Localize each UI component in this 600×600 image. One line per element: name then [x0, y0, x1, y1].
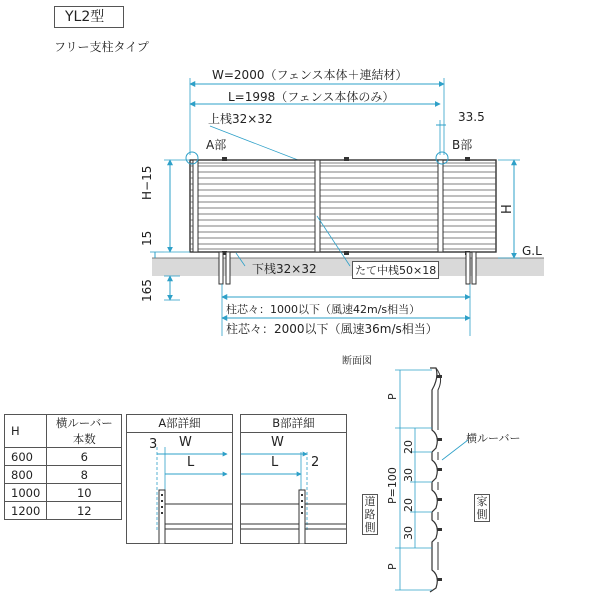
model-label: YL2型	[54, 6, 124, 28]
gl-label: G.L	[522, 244, 542, 258]
section-title: 断面図	[342, 356, 372, 367]
cell-h: 600	[5, 448, 47, 466]
dim-165-label: 165	[140, 279, 154, 302]
dim-h-label: H	[500, 204, 515, 214]
section-dim-30a: 30	[402, 468, 415, 482]
part-b-label: B部	[452, 138, 473, 152]
detail-a-dim-3: 3	[149, 437, 158, 452]
dim-h15-label: H−15	[140, 165, 154, 200]
detail-b-panel	[240, 414, 347, 544]
detail-a-title: A部詳細	[127, 415, 232, 433]
dim-w-label: W=2000（フェンス本体＋連結材）	[212, 68, 408, 82]
dim-l-label: L=1998（フェンス本体のみ）	[228, 90, 395, 104]
section-drawing	[340, 360, 600, 600]
detail-b-drawing	[241, 432, 346, 544]
top-rail-label: 上桟32×32	[208, 112, 273, 126]
detail-a-panel	[126, 414, 233, 544]
table-header-row	[5, 415, 122, 448]
cell-count: 10	[47, 484, 122, 502]
detail-b-w: W	[271, 435, 284, 450]
ground	[152, 258, 544, 276]
section-p-top: P	[386, 393, 399, 400]
part-a-label: A部	[206, 138, 227, 152]
detail-a-l: L	[187, 455, 195, 470]
dim-15-label: 15	[140, 230, 154, 246]
cell-h: 1200	[5, 502, 47, 520]
cell-count: 8	[47, 466, 122, 484]
detail-b-dim-2: 2	[311, 455, 320, 470]
section-pitch: P=100	[386, 467, 399, 504]
post-spacing-1-label: 柱芯々：1000以下（風速42m/s相当）	[226, 303, 421, 316]
header-h: H	[5, 415, 47, 448]
cell-count: 12	[47, 502, 122, 520]
mid-post-label: たて中桟50×18	[352, 261, 439, 279]
left-post	[193, 160, 198, 252]
road-side-label: 道路側	[362, 494, 378, 535]
louver-count-table	[4, 414, 122, 520]
section-dim-20a: 20	[402, 440, 415, 454]
detail-b-title: B部詳細	[241, 415, 346, 433]
detail-b-l: L	[271, 455, 279, 470]
subtitle: フリー支柱タイプ	[54, 40, 149, 54]
header-louver-count: 横ルーバー本数	[47, 415, 122, 448]
louver-profile	[430, 368, 437, 592]
post-spacing-2-label: 柱芯々：2000以下（風速36m/s相当）	[226, 322, 438, 336]
section-p-bottom: P	[386, 563, 399, 570]
dim-33-label: 33.5	[458, 110, 485, 124]
cell-count: 6	[47, 448, 122, 466]
cell-h: 800	[5, 466, 47, 484]
detail-a-w: W	[179, 435, 192, 450]
table-row	[5, 484, 122, 502]
section-dim-20b: 20	[402, 498, 415, 512]
table-row	[5, 448, 122, 466]
section-dim-30b: 30	[402, 526, 415, 540]
table-row	[5, 466, 122, 484]
bottom-rail-label: 下桟32×32	[252, 262, 317, 276]
mid-post	[315, 160, 320, 252]
right-post	[438, 160, 443, 252]
louver-label: 横ルーバー	[466, 432, 521, 445]
cell-h: 1000	[5, 484, 47, 502]
table-row	[5, 502, 122, 520]
house-side-label: 家側	[474, 494, 490, 522]
